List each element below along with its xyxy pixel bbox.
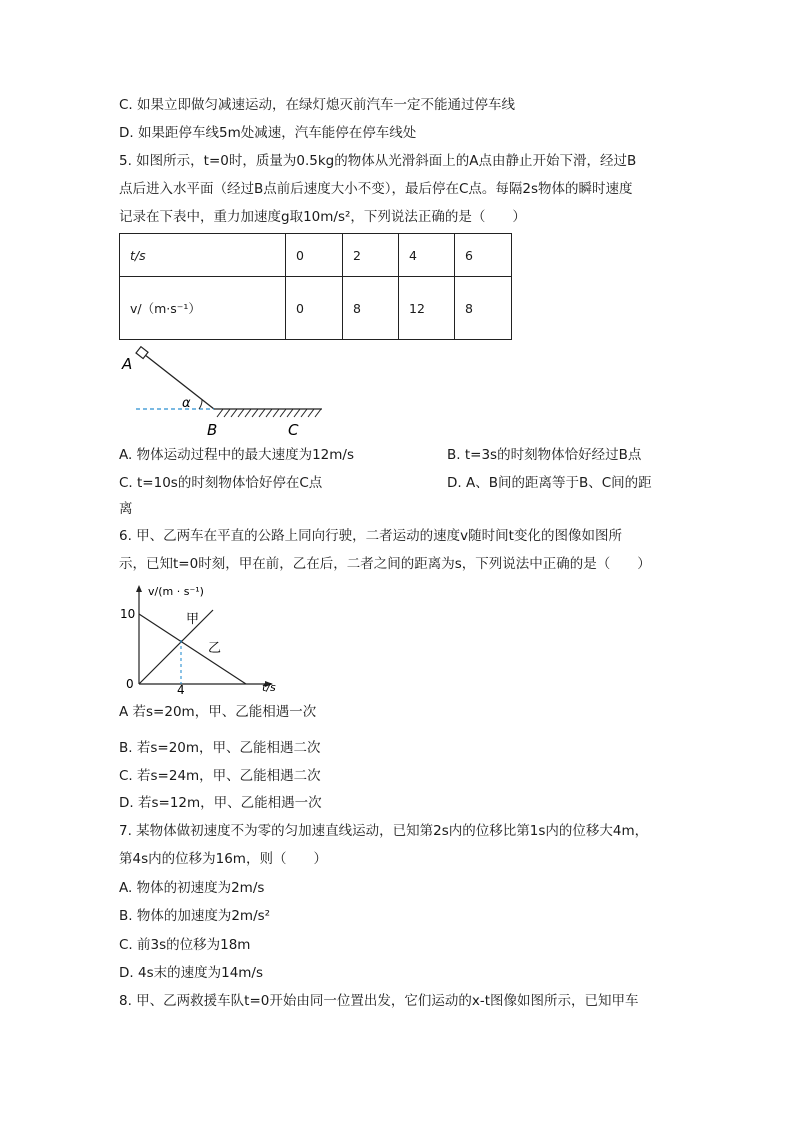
question-8-line1: 8. 甲、乙两救援车队t=0开始由同一位置出发，它们运动的x-t图像如图所示，已知甲车 bbox=[119, 993, 639, 1009]
x-axis-label: t/s bbox=[262, 681, 276, 694]
table-cell: v/（m·s⁻¹） bbox=[120, 277, 286, 340]
option-5d: D. A、B间的距离等于B、C间的距 bbox=[447, 475, 652, 491]
incline-figure bbox=[100, 340, 340, 440]
option-6a: A 若s=20m，甲、乙能相遇一次 bbox=[119, 704, 317, 720]
y-axis-arrow bbox=[136, 585, 142, 592]
velocity-table bbox=[119, 233, 512, 340]
y-axis-label: v/(m · s⁻¹) bbox=[148, 585, 204, 598]
label-c: C bbox=[288, 421, 299, 439]
table-cell: 4 bbox=[399, 234, 455, 277]
question-6-line1: 6. 甲、乙两车在平直的公路上同向行驶，二者运动的速度v随时间t变化的图像如图所 bbox=[119, 528, 622, 544]
question-6-line2: 示，已知t=0时刻，甲在前，乙在后，二者之间的距离为s，下列说法中正确的是（ ） bbox=[119, 556, 651, 572]
option-7a: A. 物体的初速度为2m/s bbox=[119, 880, 265, 896]
label-jia: 甲 bbox=[186, 612, 200, 627]
option-5d-continued: 离 bbox=[119, 501, 133, 517]
table-cell: 2 bbox=[343, 234, 399, 277]
label-yi: 乙 bbox=[208, 641, 222, 656]
label-b: B bbox=[207, 421, 218, 439]
question-5-line3: 记录在下表中，重力加速度g取10m/s²，下列说法正确的是（ ） bbox=[119, 209, 526, 225]
option-5c: C. t=10s的时刻物体恰好停在C点 bbox=[119, 475, 323, 491]
table-row bbox=[120, 234, 512, 277]
option-7b: B. 物体的加速度为2m/s² bbox=[119, 908, 271, 924]
vt-graph bbox=[110, 578, 310, 698]
table-cell: 6 bbox=[455, 234, 512, 277]
table-cell: 8 bbox=[343, 277, 399, 340]
table-cell: t/s bbox=[120, 234, 286, 277]
x-tick-4: 4 bbox=[177, 683, 185, 697]
option-5d-prev: D. 如果距停车线5m处减速，汽车能停在停车线处 bbox=[119, 125, 417, 141]
angle-arc bbox=[199, 400, 202, 409]
origin-label: 0 bbox=[126, 677, 134, 691]
y-tick-10: 10 bbox=[120, 607, 136, 621]
ground-hatch bbox=[217, 409, 321, 417]
table-row bbox=[120, 277, 512, 340]
table-cell: 12 bbox=[399, 277, 455, 340]
option-6b: B. 若s=20m，甲、乙能相遇二次 bbox=[119, 740, 321, 756]
table-cell: 0 bbox=[286, 234, 343, 277]
block-on-incline bbox=[136, 347, 148, 359]
option-7c: C. 前3s的位移为18m bbox=[119, 937, 251, 953]
table-cell: 8 bbox=[455, 277, 512, 340]
option-5c-prev: C. 如果立即做匀减速运动，在绿灯熄灭前汽车一定不能通过停车线 bbox=[119, 97, 516, 113]
question-5-line2: 点后进入水平面（经过B点前后速度大小不变），最后停在C点。每隔2s物体的瞬时速度 bbox=[119, 181, 633, 197]
question-5-line1: 5. 如图所示，t=0时，质量为0.5kg的物体从光滑斜面上的A点由静止开始下滑，经过B bbox=[119, 153, 637, 169]
incline-slope bbox=[140, 351, 214, 409]
option-6d: D. 若s=12m，甲、乙能相遇一次 bbox=[119, 795, 322, 811]
question-7-line2: 第4s内的位移为16m，则（ ） bbox=[119, 851, 327, 867]
option-6c: C. 若s=24m，甲、乙能相遇二次 bbox=[119, 768, 321, 784]
table-cell: 0 bbox=[286, 277, 343, 340]
option-5a: A. 物体运动过程中的最大速度为12m/s bbox=[119, 447, 354, 463]
option-5b: B. t=3s的时刻物体恰好经过B点 bbox=[447, 447, 642, 463]
question-7-line1: 7. 某物体做初速度不为零的匀加速直线运动，已知第2s内的位移比第1s内的位移大4m， bbox=[119, 823, 649, 839]
option-7d: D. 4s末的速度为14m/s bbox=[119, 965, 264, 981]
label-alpha: α bbox=[182, 396, 191, 411]
label-a: A bbox=[122, 355, 133, 373]
